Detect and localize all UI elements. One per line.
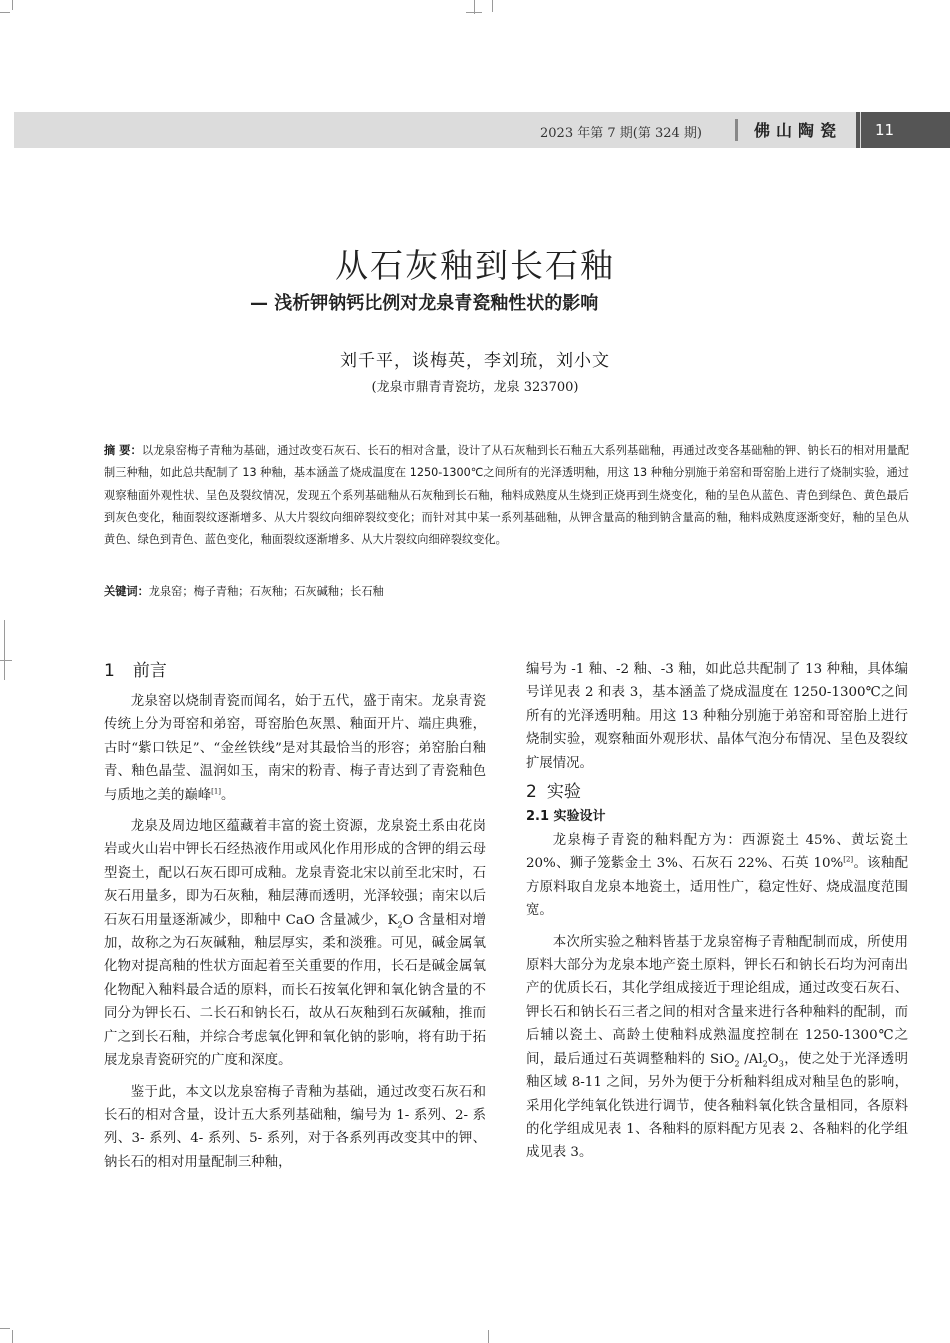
subscript: 2 xyxy=(397,920,403,930)
keywords-label: 关键词： xyxy=(104,585,149,598)
article-title: 从石灰釉到长石釉 xyxy=(335,246,615,285)
subscript: 3 xyxy=(778,1059,784,1069)
header-separator xyxy=(735,119,738,141)
paragraph-text: 龙泉及周边地区蕴藏着丰富的瓷土资源，龙泉瓷土系由花岗岩或火山岩中钾长石经热液作用或风化作用形成的含钾的绢云母型瓷土，配以石灰石即可成釉。龙泉青瓷北宋以前至北宋时，石灰石用量多，即为石灰釉，釉层薄而透明，光泽较强；南宋以后石灰石用量逐渐减少，即釉中 CaO 含量减少，K xyxy=(104,819,486,928)
paragraph-text: O xyxy=(767,1051,779,1067)
page-number: 11 xyxy=(861,112,950,148)
abstract-label: 摘 要： xyxy=(104,444,142,457)
paragraph-text: ，使之处于光泽透明釉区域 8-11 之间，另外为便于分析釉料组成对釉呈色的影响，采用化学纯氧化铁进行调节，使各釉料氧化铁含量相同，各原料的化学组成见表 1、各釉料的原料配方见表 2、各釉料的化学组成见表 3。 xyxy=(526,1051,908,1161)
citation: [2] xyxy=(843,855,854,864)
paragraph xyxy=(104,690,486,807)
citation: [1] xyxy=(211,787,222,796)
paragraph-text: 本次所实验之釉料皆基于龙泉窑梅子青釉配制而成，所使用原料大部分为龙泉本地产瓷土原料，钾长石和钠长石均为河南出产的优质长石，其化学组成接近于理论组成，通过改变石灰石、钾长石和钠长石三者之间的相对含量来进行各种釉料的配制，而后辅以瓷土、高龄土使釉料成熟温度控制在 1250-1300℃之间，最后通过石英调整釉料的 SiO xyxy=(526,934,908,1067)
paragraph xyxy=(104,1081,486,1175)
paragraph-text: /Al xyxy=(739,1051,763,1067)
section-2-heading xyxy=(526,779,908,805)
affiliation: (龙泉市鼎青青瓷坊，龙泉 323700) xyxy=(371,380,579,395)
section-1-number: 1 xyxy=(104,661,115,681)
journal-name: 佛山陶瓷 xyxy=(754,121,843,140)
section-2-number: 2 xyxy=(526,782,537,803)
crop-mark xyxy=(4,620,5,680)
abstract-text: 以龙泉窑梅子青釉为基础，通过改变石灰石、长石的相对含量，设计了从石灰釉到长石釉五大系列基础釉，再通过改变各基础釉的钾、钠长石的相对用量配制三种釉，如此总共配制了 13 种釉，基本涵盖了烧成温度在 1250-1300℃之间所有的光泽透明釉，用这 13 种釉分别施于弟窑和哥窑胎上进行了烧制实验，通过观察釉面外观性状、呈色及裂纹情况，发现五个系列基础釉从石灰釉到长石釉，釉料成熟度从生烧到正烧再到生烧变化，釉的呈色从蓝色、青色到绿色、黄色最后到灰色变化，釉面裂纹逐渐增多、从大片裂纹向细碎裂纹变化；而针对其中某一系列基础釉，从钾含量高的釉到钠含量高的釉，釉料成熟度逐渐变好，釉的呈色从黄色、绿色到青色、蓝色变化，釉面裂纹逐渐增多、从大片裂纹向细碎裂纹变化。 xyxy=(104,444,909,547)
section-1-heading xyxy=(104,658,486,684)
paragraph-text: 鉴于此，本文以龙泉窑梅子青釉为基础，通过改变石灰石和长石的相对含量，设计五大系列基础釉，编号为 1- 系列、2- 系列、3- 系列、4- 系列、5- 系列，对于各系列再改变其中的钾、钠长石的相对用量配制三种釉， xyxy=(104,1084,486,1170)
abstract xyxy=(104,440,909,551)
paragraph xyxy=(526,829,908,923)
paragraph-text: 龙泉梅子青瓷的釉料配方为：西源瓷土 45%、黄坛瓷土 20%、狮子笼紫金土 3%、石灰石 22%、石英 10% xyxy=(526,833,908,872)
crop-mark xyxy=(12,1330,13,1343)
keywords-text: 龙泉窑；梅子青釉；石灰釉；石灰碱釉；长石釉 xyxy=(148,585,384,598)
paragraph-text: 编号为 -1 釉、-2 釉、-3 釉，如此总共配制了 13 种釉，具体编号详见表 2 和表 3，基本涵盖了烧成温度在 1250-1300℃之间所有的光泽透明釉。用这 13 种釉分别施于弟窑和哥窑胎上进行烧制实验，观察釉面外观形状、晶体气泡分布情况、呈色及裂纹扩展情况。 xyxy=(526,662,908,771)
header-band xyxy=(14,112,869,148)
authors: 刘千平，谈梅英，李刘琉，刘小文 xyxy=(340,351,610,371)
subscript: 2 xyxy=(762,1059,768,1069)
issue-info: 2023 年第 7 期(第 324 期) xyxy=(540,126,702,141)
article-subtitle: — 浅析钾钠钙比例对龙泉青瓷釉性状的影响 xyxy=(250,293,599,314)
crop-mark xyxy=(0,660,12,661)
paragraph xyxy=(104,815,486,1072)
subscript: 2 xyxy=(734,1059,740,1069)
section-1-title: 前言 xyxy=(132,661,167,681)
page-number-cap xyxy=(856,112,860,148)
section-2-1-heading: 2.1 实验设计 xyxy=(526,809,606,825)
paragraph-end: 。该釉配方原料取自龙泉本地瓷土，适用性广，稳定性好、烧成温度范围宽。 xyxy=(526,856,908,919)
paragraph xyxy=(526,931,908,1165)
paragraph xyxy=(526,658,908,775)
crop-mark xyxy=(12,0,13,10)
crop-mark xyxy=(488,1330,489,1343)
section-2-title: 实验 xyxy=(546,782,581,803)
right-column xyxy=(526,658,908,1165)
paragraph-end: 。 xyxy=(221,787,235,803)
crop-mark xyxy=(466,12,482,13)
paragraph-text: 龙泉窑以烧制青瓷而闻名，始于五代，盛于南宋。龙泉青瓷传统上分为哥窑和弟窑，哥窑胎色灰黑、釉面开片、端庄典雅，古时“紫口铁足”、“金丝铁线”是对其最恰当的形容；弟窑胎白釉青、釉色晶莹、温润如玉，南宋的粉青、梅子青达到了青瓷釉色与质地之美的巅峰 xyxy=(104,694,486,803)
keywords xyxy=(104,581,909,603)
crop-mark xyxy=(492,0,493,12)
crop-mark xyxy=(0,12,10,13)
left-column xyxy=(104,658,486,1174)
paragraph-text: O 含量相对增加，故称之为石灰碱釉，釉层厚实，柔和淡雅。可见，碱金属氧化物对提高釉的性状方面起着至关重要的作用，长石是碱金属氧化物配入釉料最合适的原料，而长石按氧化钾和氧化钠含量的不同分为钾长石、二长石和钠长石，故从石灰釉到石灰碱釉，推而广之到长石釉，并综合考虑氧化钾和氧化钠的影响，将有助于拓展龙泉青瓷研究的广度和深度。 xyxy=(104,912,487,1069)
crop-mark xyxy=(0,1328,10,1329)
